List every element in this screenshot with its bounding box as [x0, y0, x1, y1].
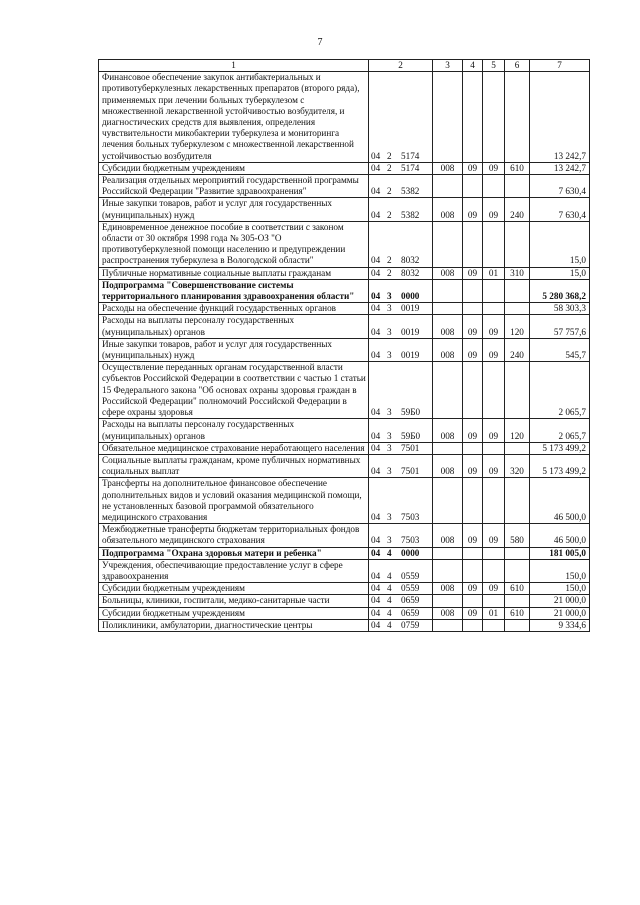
section-code: 09 — [463, 419, 483, 442]
header-cell: 5 — [483, 60, 505, 72]
target-article-code — [369, 524, 433, 547]
target-article-code — [369, 559, 433, 582]
target-article-code — [369, 442, 433, 454]
grbs-code — [433, 547, 463, 559]
table-row — [99, 279, 590, 302]
table-header-row — [99, 60, 590, 72]
code-direction: 0759 — [401, 619, 420, 630]
grbs-code — [433, 595, 463, 607]
section-code — [463, 221, 483, 267]
target-article-code — [369, 315, 433, 338]
code-program: 04 — [371, 209, 381, 220]
table-row — [99, 454, 590, 477]
code-direction: 0019 — [401, 326, 420, 337]
code-program: 04 — [371, 570, 381, 581]
code-subprogram: 3 — [387, 303, 392, 314]
subsection-code: 09 — [483, 454, 505, 477]
code-direction: 0000 — [401, 547, 420, 558]
subsection-code — [483, 478, 505, 524]
code-direction: 0019 — [401, 350, 420, 361]
target-article-code — [369, 198, 433, 221]
grbs-code: 008 — [433, 454, 463, 477]
code-program: 04 — [371, 186, 381, 197]
subsection-code — [483, 362, 505, 419]
expense-type-code — [505, 362, 530, 419]
subsection-code: 09 — [483, 524, 505, 547]
amount: 13 242,7 — [530, 162, 590, 174]
table-row — [99, 442, 590, 454]
target-article-code — [369, 362, 433, 419]
amount: 15,0 — [530, 221, 590, 267]
row-name: Иные закупки товаров, работ и услуг для государственных (муниципальных) нужд — [99, 338, 369, 361]
code-direction: 8032 — [401, 255, 420, 266]
amount: 46 500,0 — [530, 524, 590, 547]
row-name: Иные закупки товаров, работ и услуг для государственных (муниципальных) нужд — [99, 198, 369, 221]
expense-type-code: 610 — [505, 583, 530, 595]
code-subprogram: 3 — [387, 466, 392, 477]
target-article-code — [369, 221, 433, 267]
code-program: 04 — [371, 430, 381, 441]
code-direction: 7501 — [401, 442, 420, 453]
code-program: 04 — [371, 619, 381, 630]
section-code: 09 — [463, 338, 483, 361]
subsection-code: 09 — [483, 338, 505, 361]
table-row — [99, 419, 590, 442]
subsection-code: 09 — [483, 315, 505, 338]
grbs-code: 008 — [433, 419, 463, 442]
code-program: 04 — [371, 595, 381, 606]
table-row — [99, 221, 590, 267]
expense-type-code: 120 — [505, 315, 530, 338]
row-name: Расходы на выплаты персоналу государственных (муниципальных) органов — [99, 419, 369, 442]
target-article-code — [369, 267, 433, 279]
row-name: Трансферты на дополнительное финансовое обеспечение дополнительных видов и условий оказания медицинской помощи, не установленных базовой программой обязательного медицинского страхования — [99, 478, 369, 524]
expense-type-code — [505, 547, 530, 559]
expense-type-code: 580 — [505, 524, 530, 547]
grbs-code: 008 — [433, 607, 463, 619]
target-article-code — [369, 162, 433, 174]
target-article-code — [369, 419, 433, 442]
header-cell: 4 — [463, 60, 483, 72]
row-name: Расходы на выплаты персоналу государственных (муниципальных) органов — [99, 315, 369, 338]
section-code — [463, 559, 483, 582]
row-name: Единовременное денежное пособие в соответствии с законом области от 30 октября 1998 года № 305-ОЗ "О противотуберкулезной помощи населению и предупреждении распространения туберкулеза в Вологодской области" — [99, 221, 369, 267]
table-row — [99, 478, 590, 524]
amount: 21 000,0 — [530, 595, 590, 607]
section-code — [463, 279, 483, 302]
section-code: 09 — [463, 162, 483, 174]
subsection-code: 01 — [483, 267, 505, 279]
code-program: 04 — [371, 547, 381, 558]
code-program: 04 — [371, 511, 381, 522]
code-program: 04 — [371, 255, 381, 266]
code-program: 04 — [371, 442, 381, 453]
expense-type-code: 320 — [505, 454, 530, 477]
amount: 57 757,6 — [530, 315, 590, 338]
subsection-code — [483, 279, 505, 302]
code-direction: 0000 — [401, 291, 420, 302]
row-name: Подпрограмма "Совершенствование системы территориального планирования здравоохранения области" — [99, 279, 369, 302]
code-program: 04 — [371, 350, 381, 361]
code-subprogram: 4 — [387, 619, 392, 630]
table-row — [99, 162, 590, 174]
expense-type-code — [505, 595, 530, 607]
target-article-code — [369, 595, 433, 607]
amount: 21 000,0 — [530, 607, 590, 619]
target-article-code — [369, 279, 433, 302]
subsection-code — [483, 619, 505, 631]
subsection-code: 09 — [483, 162, 505, 174]
grbs-code — [433, 303, 463, 315]
grbs-code — [433, 619, 463, 631]
table-row — [99, 595, 590, 607]
target-article-code — [369, 607, 433, 619]
section-code — [463, 595, 483, 607]
expense-type-code — [505, 221, 530, 267]
table-row — [99, 362, 590, 419]
target-article-code — [369, 338, 433, 361]
code-program: 04 — [371, 583, 381, 594]
code-subprogram: 3 — [387, 350, 392, 361]
expense-type-code — [505, 279, 530, 302]
code-program: 04 — [371, 162, 381, 173]
code-program: 04 — [371, 291, 381, 302]
expense-type-code: 240 — [505, 338, 530, 361]
row-name: Подпрограмма "Охрана здоровья матери и ребенка" — [99, 547, 369, 559]
code-subprogram: 4 — [387, 607, 392, 618]
budget-table — [98, 59, 590, 632]
subsection-code — [483, 547, 505, 559]
row-name: Осуществление переданных органам государственной власти субъектов Российской Федерации в соответствии с частью 1 статьи 15 Федерального закона "Об основах охраны здоровья граждан в Российской Федерации" полномочий Российской Федерации в сфере охраны здоровья — [99, 362, 369, 419]
table-row — [99, 267, 590, 279]
section-code — [463, 442, 483, 454]
code-subprogram: 3 — [387, 442, 392, 453]
row-name: Субсидии бюджетным учреждениям — [99, 162, 369, 174]
section-code — [463, 362, 483, 419]
grbs-code: 008 — [433, 267, 463, 279]
code-subprogram: 4 — [387, 547, 392, 558]
code-subprogram: 4 — [387, 570, 392, 581]
amount: 2 065,7 — [530, 362, 590, 419]
target-article-code — [369, 583, 433, 595]
grbs-code — [433, 559, 463, 582]
code-direction: 5382 — [401, 186, 420, 197]
table-row — [99, 315, 590, 338]
grbs-code — [433, 442, 463, 454]
table-row — [99, 583, 590, 595]
expense-type-code — [505, 619, 530, 631]
code-subprogram: 3 — [387, 511, 392, 522]
amount: 5 280 368,2 — [530, 279, 590, 302]
section-code: 09 — [463, 454, 483, 477]
code-program: 04 — [371, 407, 381, 418]
code-subprogram: 2 — [387, 186, 392, 197]
page-number: 7 — [317, 37, 323, 48]
header-cell: 6 — [505, 60, 530, 72]
subsection-code: 09 — [483, 198, 505, 221]
section-code: 09 — [463, 607, 483, 619]
code-direction: 0659 — [401, 595, 420, 606]
amount: 46 500,0 — [530, 478, 590, 524]
subsection-code — [483, 559, 505, 582]
subsection-code — [483, 303, 505, 315]
code-direction: 5174 — [401, 150, 420, 161]
amount: 150,0 — [530, 583, 590, 595]
target-article-code — [369, 547, 433, 559]
row-name: Обязательное медицинское страхование неработающего населения — [99, 442, 369, 454]
section-code: 09 — [463, 267, 483, 279]
target-article-code — [369, 303, 433, 315]
header-cell: 2 — [369, 60, 433, 72]
table-row — [99, 619, 590, 631]
amount: 58 303,3 — [530, 303, 590, 315]
grbs-code — [433, 478, 463, 524]
section-code: 09 — [463, 583, 483, 595]
expense-type-code: 610 — [505, 607, 530, 619]
grbs-code — [433, 362, 463, 419]
section-code — [463, 303, 483, 315]
code-subprogram: 3 — [387, 535, 392, 546]
code-subprogram: 2 — [387, 150, 392, 161]
section-code — [463, 547, 483, 559]
subsection-code: 09 — [483, 419, 505, 442]
target-article-code — [369, 454, 433, 477]
code-direction: 59Б0 — [401, 430, 421, 441]
target-article-code — [369, 72, 433, 163]
expense-type-code — [505, 175, 530, 198]
code-subprogram: 2 — [387, 209, 392, 220]
expense-type-code — [505, 442, 530, 454]
grbs-code — [433, 279, 463, 302]
code-direction: 7503 — [401, 511, 420, 522]
expense-type-code: 240 — [505, 198, 530, 221]
amount: 150,0 — [530, 559, 590, 582]
code-direction: 5382 — [401, 209, 420, 220]
subsection-code — [483, 442, 505, 454]
expense-type-code: 310 — [505, 267, 530, 279]
amount: 13 242,7 — [530, 72, 590, 163]
row-name: Поликлиники, амбулатории, диагностические центры — [99, 619, 369, 631]
code-subprogram: 3 — [387, 407, 392, 418]
header-cell: 3 — [433, 60, 463, 72]
grbs-code: 008 — [433, 583, 463, 595]
row-name: Финансовое обеспечение закупок антибактериальных и противотуберкулезных лекарственных препаратов (второго ряда), применяемых при лечении больных туберкулезом с множественной лекарственной устойчивостью возбудителя, и диагностических средств для выявления, определения чувствительности микобактерии туберкулеза и мониторинга лечения больных туберкулезом с множественной лекарственной устойчивостью возбудителя — [99, 72, 369, 163]
section-code — [463, 478, 483, 524]
subsection-code — [483, 221, 505, 267]
grbs-code: 008 — [433, 315, 463, 338]
amount: 5 173 499,2 — [530, 454, 590, 477]
grbs-code: 008 — [433, 162, 463, 174]
code-subprogram: 3 — [387, 291, 392, 302]
target-article-code — [369, 175, 433, 198]
code-program: 04 — [371, 535, 381, 546]
code-direction: 7501 — [401, 466, 420, 477]
amount: 181 005,0 — [530, 547, 590, 559]
table-row — [99, 175, 590, 198]
row-name: Социальные выплаты гражданам, кроме публичных нормативных социальных выплат — [99, 454, 369, 477]
section-code — [463, 619, 483, 631]
amount: 9 334,6 — [530, 619, 590, 631]
section-code — [463, 175, 483, 198]
code-subprogram: 2 — [387, 162, 392, 173]
table-row — [99, 72, 590, 163]
code-program: 04 — [371, 267, 381, 278]
code-direction: 8032 — [401, 267, 420, 278]
code-program: 04 — [371, 466, 381, 477]
amount: 2 065,7 — [530, 419, 590, 442]
code-program: 04 — [371, 303, 381, 314]
code-program: 04 — [371, 607, 381, 618]
code-subprogram: 4 — [387, 583, 392, 594]
code-subprogram: 3 — [387, 430, 392, 441]
grbs-code: 008 — [433, 338, 463, 361]
code-program: 04 — [371, 326, 381, 337]
amount: 5 173 499,2 — [530, 442, 590, 454]
expense-type-code: 120 — [505, 419, 530, 442]
expense-type-code: 610 — [505, 162, 530, 174]
amount: 545,7 — [530, 338, 590, 361]
table-row — [99, 198, 590, 221]
row-name: Публичные нормативные социальные выплаты гражданам — [99, 267, 369, 279]
table-row — [99, 338, 590, 361]
table-row — [99, 559, 590, 582]
grbs-code: 008 — [433, 198, 463, 221]
subsection-code — [483, 595, 505, 607]
section-code: 09 — [463, 198, 483, 221]
code-direction: 5174 — [401, 162, 420, 173]
table-row — [99, 607, 590, 619]
row-name: Больницы, клиники, госпитали, медико-санитарные части — [99, 595, 369, 607]
code-subprogram: 4 — [387, 595, 392, 606]
grbs-code — [433, 175, 463, 198]
amount: 7 630,4 — [530, 198, 590, 221]
table-row — [99, 547, 590, 559]
code-subprogram: 3 — [387, 326, 392, 337]
row-name: Расходы на обеспечение функций государственных органов — [99, 303, 369, 315]
row-name: Межбюджетные трансферты бюджетам территориальных фондов обязательного медицинского страхования — [99, 524, 369, 547]
subsection-code: 09 — [483, 583, 505, 595]
code-direction: 7503 — [401, 535, 420, 546]
header-cell: 7 — [530, 60, 590, 72]
expense-type-code — [505, 303, 530, 315]
target-article-code — [369, 619, 433, 631]
section-code: 09 — [463, 524, 483, 547]
section-code — [463, 72, 483, 163]
subsection-code — [483, 175, 505, 198]
expense-type-code — [505, 72, 530, 163]
code-direction: 0559 — [401, 570, 420, 581]
grbs-code — [433, 72, 463, 163]
grbs-code: 008 — [433, 524, 463, 547]
header-cell: 1 — [99, 60, 369, 72]
amount: 15,0 — [530, 267, 590, 279]
table-row — [99, 303, 590, 315]
code-direction: 59Б0 — [401, 407, 421, 418]
row-name: Учреждения, обеспечивающие предоставление услуг в сфере здравоохранения — [99, 559, 369, 582]
table-row — [99, 524, 590, 547]
code-direction: 0019 — [401, 303, 420, 314]
subsection-code — [483, 72, 505, 163]
expense-type-code — [505, 559, 530, 582]
section-code: 09 — [463, 315, 483, 338]
expense-type-code — [505, 478, 530, 524]
amount: 7 630,4 — [530, 175, 590, 198]
code-program: 04 — [371, 150, 381, 161]
row-name: Субсидии бюджетным учреждениям — [99, 607, 369, 619]
subsection-code: 01 — [483, 607, 505, 619]
code-subprogram: 2 — [387, 255, 392, 266]
code-direction: 0659 — [401, 607, 420, 618]
row-name: Субсидии бюджетным учреждениям — [99, 583, 369, 595]
code-subprogram: 2 — [387, 267, 392, 278]
row-name: Реализация отдельных мероприятий государственной программы Российской Федерации "Развитие здравоохранения" — [99, 175, 369, 198]
grbs-code — [433, 221, 463, 267]
target-article-code — [369, 478, 433, 524]
code-direction: 0559 — [401, 583, 420, 594]
